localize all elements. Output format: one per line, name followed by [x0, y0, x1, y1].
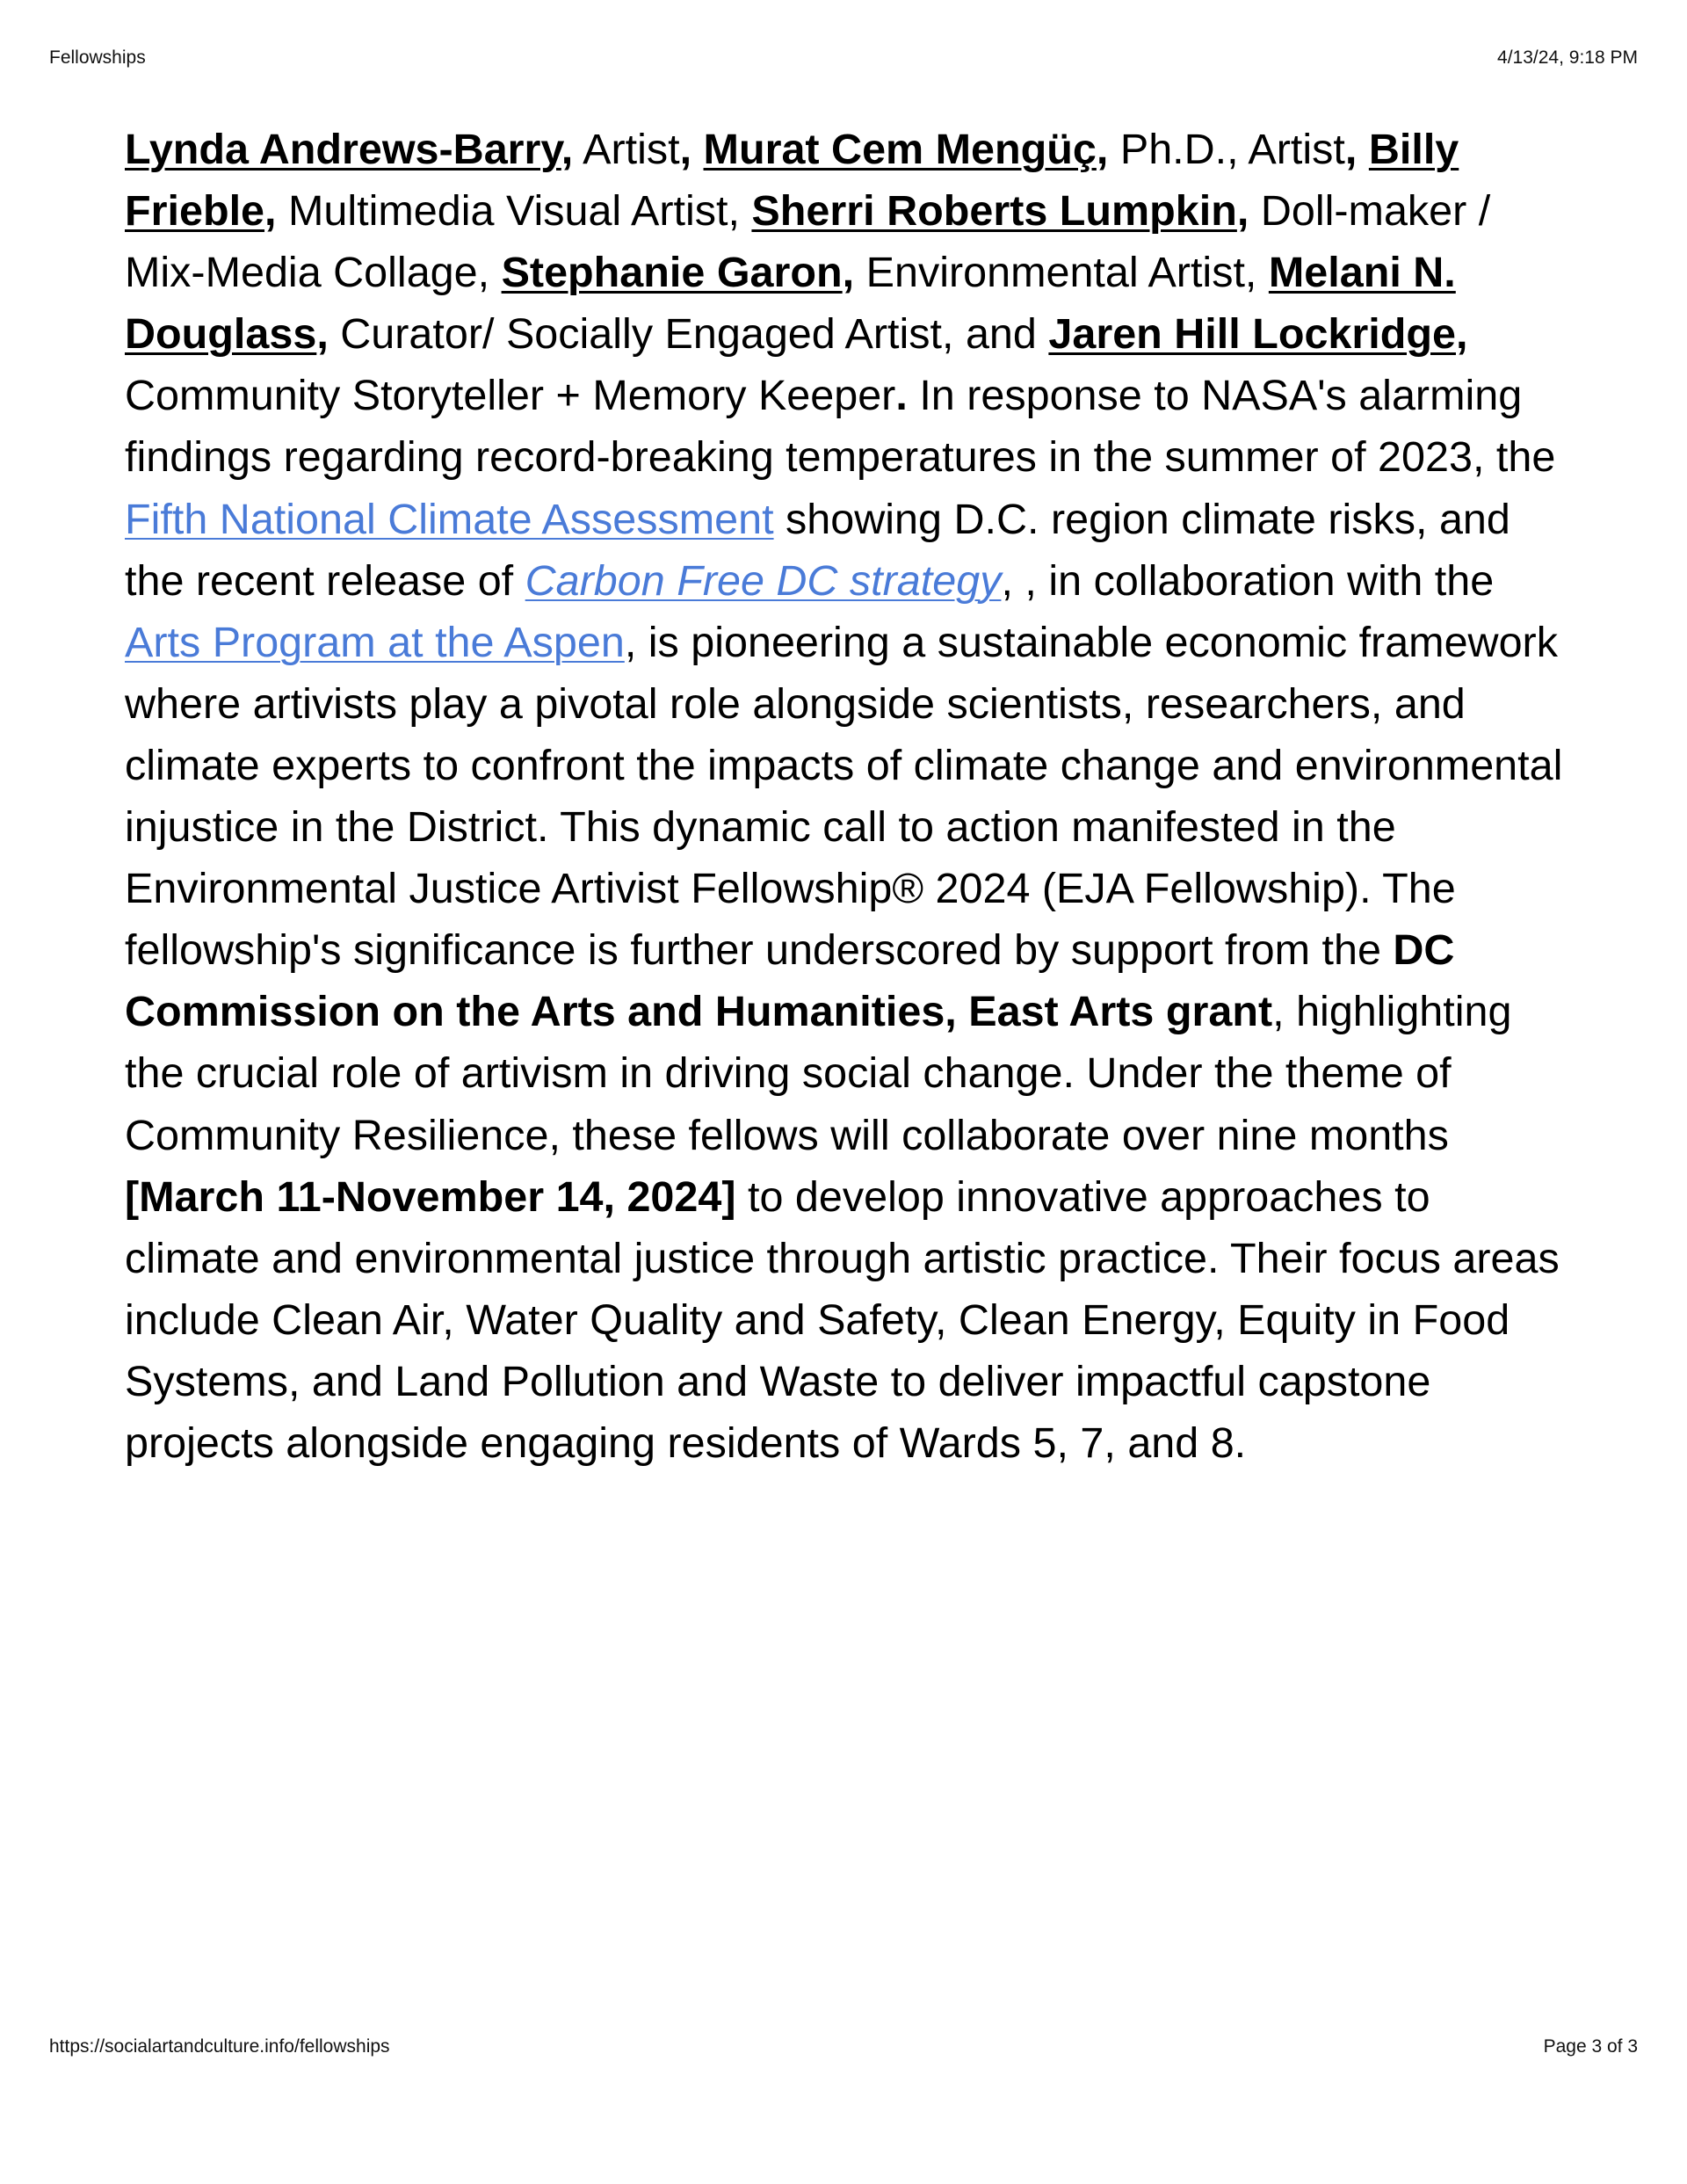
fellow-role: Environmental Artist [865, 249, 1245, 297]
fellow-role: Artist [583, 126, 680, 173]
body-text: In response to NASA's alarming findings regarding record-breaking temperatures in the summer of 2023, the [125, 372, 1556, 482]
page-title: Fellowships [49, 47, 146, 68]
fifth-national-climate-assessment-link[interactable]: Fifth National Climate Assessment [125, 495, 774, 543]
fellow-link-lynda-andrews-barry[interactable]: Lynda Andrews-Barry [125, 126, 561, 173]
body-text: , is pioneering a sustainable economic framework where artivists play a pivotal role alongside scientists, researchers, and climate experts to confront the impacts of climate change and environmental injustice in the District. This dynamic call to action manifested in the Environmental Justice Artivist Fellowship® 2024 (EJA Fellowship). The fellowship's significance is further underscored by support from the [125, 618, 1563, 975]
carbon-free-dc-strategy-link[interactable]: Carbon Free DC strategy [525, 556, 1002, 605]
body-text: to develop innovative approaches to climate and environmental justice through artistic practice. Their focus areas include Clean Air, Water Quality and Safety, Clean Energy, Equity in Food Systems, and Land Pollution and Waste to deliver impactful capstone projects alongside engaging residents of Wards 5, 7, and 8. [125, 1172, 1560, 1467]
print-footer [49, 2036, 1638, 2057]
fellow-link-billy-frieble[interactable]: Billy Frieble [125, 126, 1459, 236]
page-number: Page 3 of 3 [1543, 2036, 1638, 2057]
fellow-role: Multimedia Visual Artist [288, 187, 728, 236]
fellow-link-jaren-hill-lockridge[interactable]: Jaren Hill Lockridge [1048, 310, 1456, 359]
body-text: , highlighting the crucial role of artivism in driving social change. Under the theme of Community Resilience, these fellows will collaborate over nine months [125, 988, 1512, 1159]
fellow-role: Curator/ Socially Engaged Artist, and [340, 310, 1037, 359]
body-text: showing D.C. region climate risks, and the recent release of [125, 495, 1510, 605]
fellow-link-sherri-roberts-lumpkin[interactable]: Sherri Roberts Lumpkin [751, 187, 1237, 236]
print-header [49, 47, 1638, 69]
fellowship-paragraph: Lynda Andrews-Barry, Artist, Murat Cem Mengüç, Ph.D., Artist, Billy Frieble, Multimedia Visual Artist, Sherri Roberts Lumpkin, Doll-maker / Mix-Media Collage, Stephanie Garon, Environmental Artist, Melani N. Douglass, Curator/ Socially Engaged Artist, and Jaren Hill Lockridge, Community Storyteller + Memory Keeper. In response to NASA's alarming findings regarding record-breaking temperatures in the summer of 2023, the Fifth National Climate Assessment showing D.C. region climate risks, and the recent release of Carbon Free DC strategy, , in collaboration with the Arts Program at the Aspen, is pioneering a sustainable economic framework where artivists play a pivotal role alongside scientists, researchers, and climate experts to confront the impacts of climate change and environmental injustice in the District. This dynamic call to action manifested in the Environmental Justice Artivist Fellowship® 2024 (EJA Fellowship). The fellowship's significance is further underscored by support from the DC Commission on the Arts and Humanities, East Arts grant, highlighting the crucial role of artivism in driving social change. Under the theme of Community Resilience, these fellows will collaborate over nine months [March 11-November 14, 2024] to develop innovative approaches to climate and environmental justice through artistic practice. Their focus areas include Clean Air, Water Quality and Safety, Clean Energy, Equity in Food Systems, and Land Pollution and Waste to deliver impactful capstone projects alongside engaging residents of Wards 5, 7, and 8. [125, 126, 1563, 1467]
article-body [125, 119, 1575, 1474]
fellow-link-stephanie-garon[interactable]: Stephanie Garon [501, 249, 843, 297]
fellow-link-melani-n-douglass[interactable]: Melani N. Douglass [125, 249, 1456, 359]
body-text: , , in collaboration with the [1001, 556, 1495, 605]
page-url: https://socialartandculture.info/fellowships [49, 2036, 390, 2057]
fellow-role: Community Storyteller + Memory Keeper [125, 372, 896, 420]
arts-program-aspen-link[interactable]: Arts Program at the Aspen [125, 618, 625, 666]
fellow-role: Doll-maker / Mix-Media Collage [125, 187, 1491, 297]
fellow-link-murat-cem-menguc[interactable]: Murat Cem Mengüç [703, 126, 1097, 173]
fellow-role: Ph.D., Artist [1119, 126, 1345, 173]
funder-name: DC Commission on the Arts and Humanities, East Arts grant [125, 926, 1455, 1036]
fellowship-dates: [March 11-November 14, 2024] [125, 1172, 736, 1221]
print-datetime: 4/13/24, 9:18 PM [1497, 47, 1638, 68]
